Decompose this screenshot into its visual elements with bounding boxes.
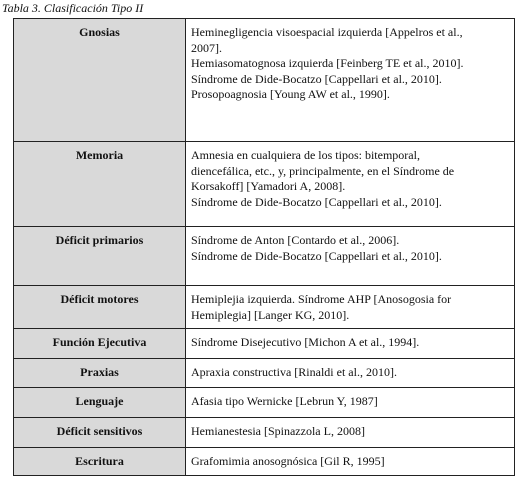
description-line: Heminegligencia visoespacial izquierda [Appelros et al.,	[191, 25, 463, 39]
row-label: Lenguaje	[14, 388, 186, 418]
row-description	[186, 227, 515, 286]
table-caption: Tabla 3. Clasificación Tipo II	[2, 1, 144, 15]
description-line: Hemiplejia izquierda. Síndrome AHP [Anosogosia for	[191, 292, 452, 306]
row-description	[186, 359, 515, 388]
row-description	[186, 329, 515, 359]
table-row	[14, 227, 515, 286]
description-line: Apraxia constructiva [Rinaldi et al., 2010].	[191, 365, 397, 379]
row-label: Praxias	[14, 359, 186, 388]
row-label: Déficit sensitivos	[14, 418, 186, 448]
row-label: Memoria	[14, 142, 186, 227]
row-description	[186, 448, 515, 476]
table-row	[14, 359, 515, 388]
table-row	[14, 329, 515, 359]
row-label: Escritura	[14, 448, 186, 476]
row-description	[186, 418, 515, 448]
description-line: Síndrome de Dide-Bocatzo [Cappellari et al., 2010].	[191, 194, 442, 209]
description-line: Prosopoagnosia [Young AW et al., 1990].	[191, 87, 390, 101]
description-line: Síndrome Disejecutivo [Michon A et al., 1994].	[191, 335, 420, 349]
row-label: Déficit primarios	[14, 227, 186, 286]
description-line: Hemianestesia [Spinazzola L, 2008]	[191, 424, 365, 438]
classification-table	[13, 18, 515, 476]
row-label: Déficit motores	[14, 286, 186, 329]
description-line: Síndrome de Dide-Bocatzo [Cappellari et al., 2010].	[191, 248, 442, 263]
description-line: Hemiasomatognosa izquierda [Feinberg TE et al., 2010].	[191, 56, 464, 70]
row-description	[186, 19, 515, 142]
description-line: Korsakoff] [Yamadori A, 2008].	[191, 179, 346, 193]
description-line: 2007].	[191, 40, 222, 55]
row-description	[186, 142, 515, 227]
row-description	[186, 388, 515, 418]
table-row	[14, 418, 515, 448]
table-row	[14, 448, 515, 476]
row-label: Gnosias	[14, 19, 186, 142]
description-line: Afasia tipo Wernicke [Lebrun Y, 1987]	[191, 394, 378, 408]
description-line: Síndrome de Dide-Bocatzo [Cappellari et al., 2010].	[191, 71, 442, 86]
table-row	[14, 388, 515, 418]
description-line: Grafomimia anosognósica [Gil R, 1995]	[191, 454, 385, 468]
description-line: Amnesia en cualquiera de los tipos: bitemporal,	[191, 148, 420, 162]
table-row	[14, 286, 515, 329]
description-line: diencefálica, etc., y, principalmente, en el Síndrome de	[191, 163, 455, 178]
row-label: Función Ejecutiva	[14, 329, 186, 359]
table-row	[14, 142, 515, 227]
description-line: Síndrome de Anton [Contardo et al., 2006].	[191, 233, 400, 247]
description-line: Hemiplegia] [Langer KG, 2010].	[191, 307, 350, 322]
row-description	[186, 286, 515, 329]
table-row	[14, 19, 515, 142]
